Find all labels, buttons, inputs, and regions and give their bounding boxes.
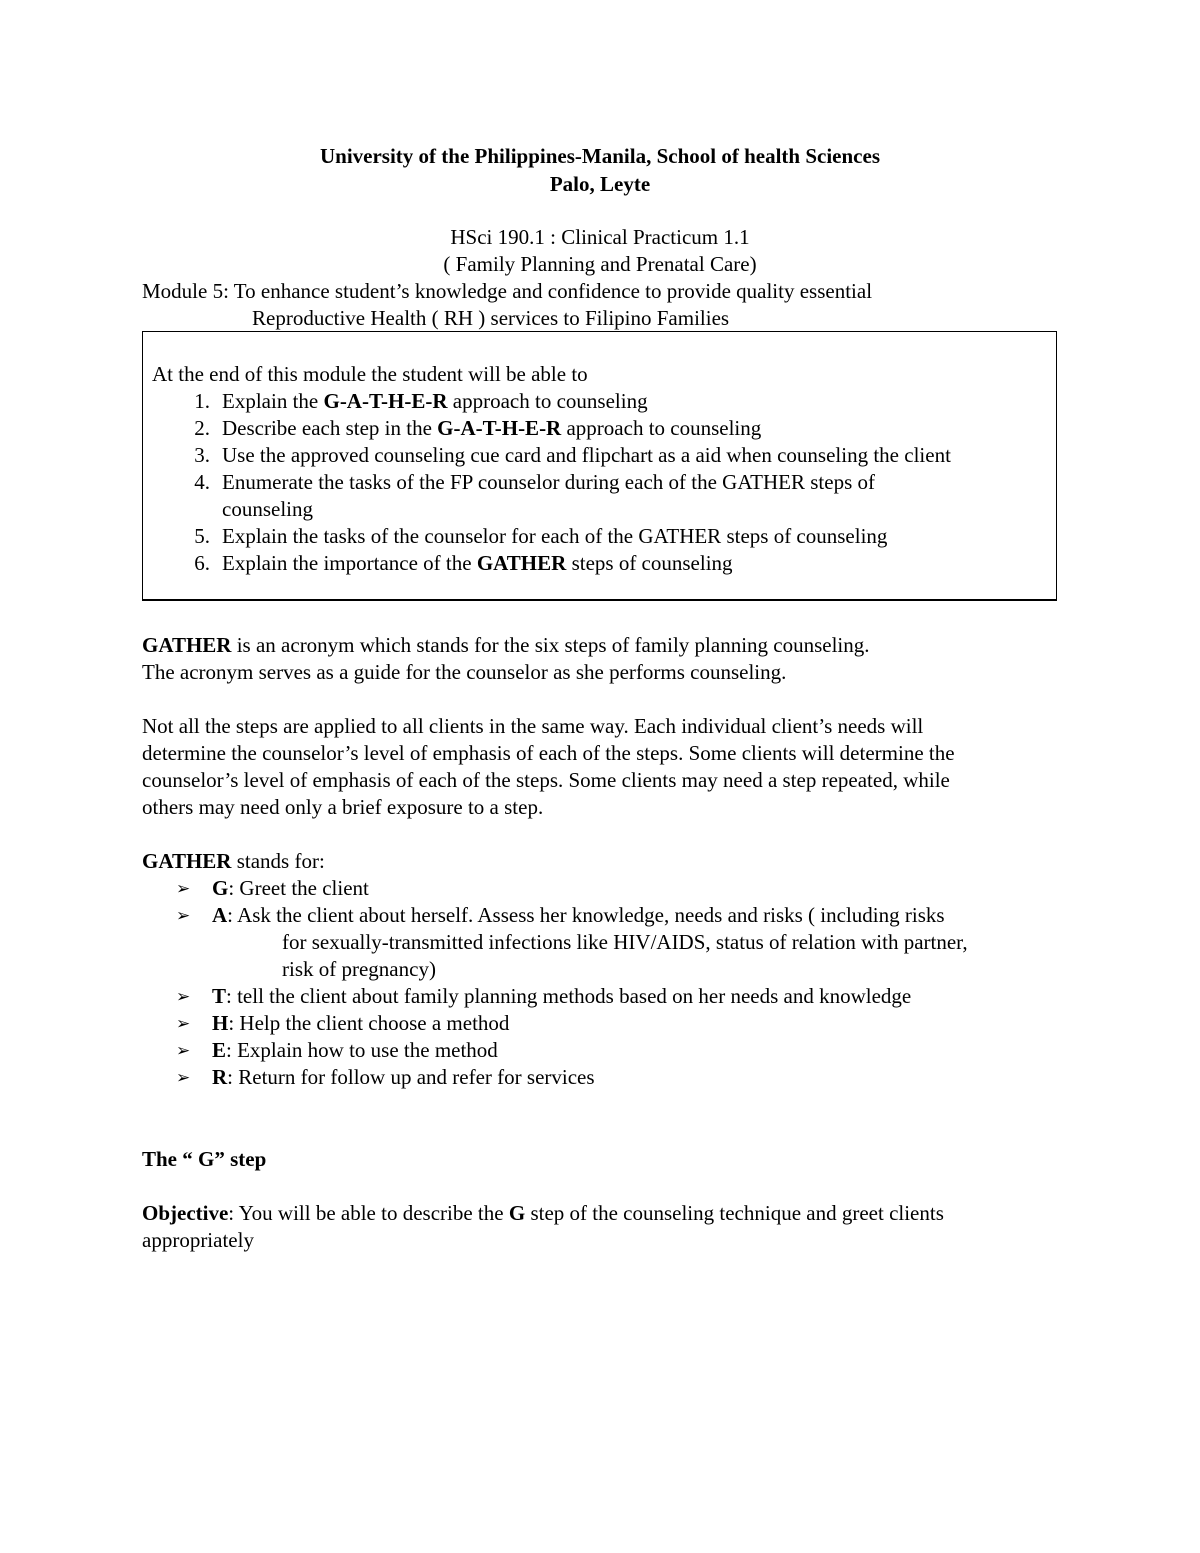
- objective-number: 3.: [194, 443, 210, 467]
- gather-item-continuation: for sexually-transmitted infections like HIV/AIDS, status of relation with partner,: [282, 930, 968, 954]
- objective-number: 5.: [194, 524, 210, 548]
- gather-list-heading: GATHER stands for:: [142, 849, 325, 873]
- objective-item: Describe each step in the G-A-T-H-E-R approach to counseling: [222, 416, 762, 440]
- gather-item: R: Return for follow up and refer for services: [212, 1065, 595, 1089]
- g-step-title: The “ G” step: [142, 1147, 267, 1171]
- objective-number: 4.: [194, 470, 210, 494]
- location-title: Palo, Leyte: [549, 172, 651, 196]
- gather-item-continuation: risk of pregnancy): [282, 957, 436, 981]
- module-line-2: Reproductive Health ( RH ) services to Filipino Families: [252, 306, 730, 330]
- arrow-bullet-icon: ➢: [176, 1041, 191, 1061]
- objectives-intro: At the end of this module the student will be able to: [152, 362, 588, 386]
- paragraph-line: counselor’s level of emphasis of each of the steps. Some clients may need a step repeated, while: [142, 768, 950, 792]
- course-subtitle: ( Family Planning and Prenatal Care): [443, 252, 757, 276]
- arrow-bullet-icon: ➢: [176, 1068, 191, 1088]
- institution-title: University of the Philippines-Manila, School of health Sciences: [319, 144, 880, 168]
- arrow-bullet-icon: ➢: [176, 906, 191, 926]
- gather-item: E: Explain how to use the method: [212, 1038, 498, 1062]
- objective-item: Explain the G-A-T-H-E-R approach to counseling: [222, 389, 648, 413]
- g-step-objective-line-1: Objective: You will be able to describe the G step of the counseling technique and greet clients: [142, 1201, 944, 1225]
- course-title: HSci 190.1 : Clinical Practicum 1.1: [450, 225, 750, 249]
- module-line-1: Module 5: To enhance student’s knowledge and confidence to provide quality essential: [142, 279, 873, 303]
- paragraph-line: determine the counselor’s level of emphasis of each of the steps. Some clients will determine the: [142, 741, 955, 765]
- g-step-objective-line-2: appropriately: [142, 1228, 254, 1252]
- arrow-bullet-icon: ➢: [176, 987, 191, 1007]
- objective-item: Use the approved counseling cue card and flipchart as a aid when counseling the client: [222, 443, 951, 467]
- objective-item-continuation: counseling: [222, 497, 313, 521]
- objective-item: Explain the tasks of the counselor for each of the GATHER steps of counseling: [222, 524, 888, 548]
- gather-item: A: Ask the client about herself. Assess her knowledge, needs and risks ( including risks: [212, 903, 945, 927]
- paragraph-line: Not all the steps are applied to all clients in the same way. Each individual client’s needs will: [142, 714, 924, 738]
- objective-item: Explain the importance of the GATHER steps of counseling: [222, 551, 733, 575]
- gather-definition-line-2: The acronym serves as a guide for the counselor as she performs counseling.: [142, 660, 787, 684]
- gather-item: G: Greet the client: [212, 876, 369, 900]
- objective-number: 2.: [194, 416, 210, 440]
- gather-definition-line-1: GATHER is an acronym which stands for the six steps of family planning counseling.: [142, 633, 870, 657]
- paragraph-line: others may need only a brief exposure to a step.: [142, 795, 544, 819]
- gather-item: H: Help the client choose a method: [212, 1011, 510, 1035]
- objective-number: 6.: [194, 551, 210, 575]
- arrow-bullet-icon: ➢: [176, 879, 191, 899]
- objective-item: Enumerate the tasks of the FP counselor during each of the GATHER steps of: [222, 470, 875, 494]
- objective-number: 1.: [194, 389, 210, 413]
- gather-item: T: tell the client about family planning methods based on her needs and knowledge: [212, 984, 912, 1008]
- arrow-bullet-icon: ➢: [176, 1014, 191, 1034]
